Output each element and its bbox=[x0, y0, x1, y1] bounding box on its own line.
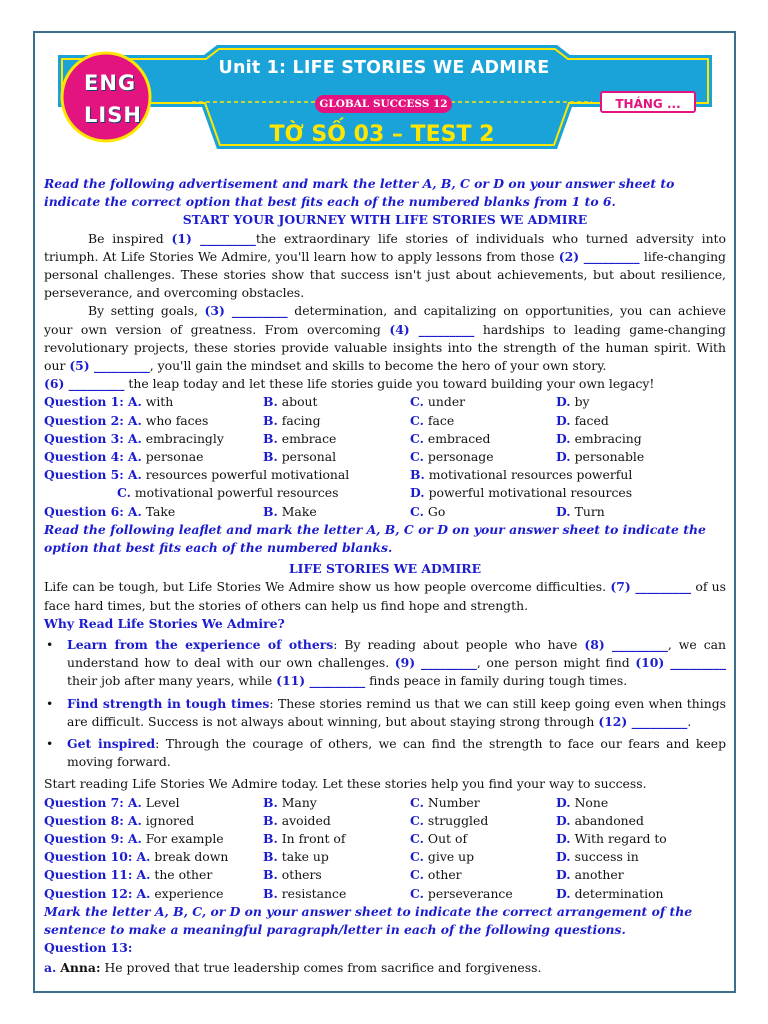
option-a[interactable]: resources powerful motivational bbox=[145, 467, 350, 483]
option-c[interactable]: give up bbox=[427, 849, 474, 865]
option-d[interactable]: embracing bbox=[574, 430, 642, 446]
option-b[interactable]: motivational resources powerful bbox=[428, 467, 633, 483]
option-b[interactable]: Many bbox=[281, 794, 317, 810]
text: Be inspired bbox=[88, 230, 172, 246]
option-letter: C. bbox=[117, 485, 131, 501]
option-letter: B. bbox=[263, 412, 278, 428]
option-b[interactable]: resistance bbox=[281, 885, 347, 901]
question-row bbox=[44, 503, 726, 521]
option-letter: C. bbox=[410, 794, 424, 810]
option-a[interactable]: break down bbox=[154, 849, 229, 865]
leaflet-bullet-3 bbox=[44, 735, 726, 771]
text: . bbox=[687, 713, 692, 729]
option-a[interactable]: embracingly bbox=[145, 430, 224, 446]
option-c[interactable]: embraced bbox=[427, 430, 491, 446]
option-d[interactable]: personable bbox=[574, 449, 645, 464]
option-c[interactable]: under bbox=[427, 394, 466, 410]
option-letter: D. bbox=[556, 849, 571, 865]
option-letter: A. bbox=[127, 794, 142, 810]
passage1-paragraph1 bbox=[44, 230, 726, 303]
question-label: Question 4: bbox=[44, 449, 124, 464]
passage1-paragraph2 bbox=[44, 302, 726, 375]
option-b[interactable]: Make bbox=[281, 503, 317, 519]
option-letter: C. bbox=[410, 867, 424, 883]
blank-10: (10) _________ bbox=[635, 655, 727, 671]
option-letter: D. bbox=[556, 794, 571, 810]
question-row bbox=[44, 794, 726, 812]
content bbox=[44, 175, 726, 978]
option-d[interactable]: With regard to bbox=[574, 830, 667, 846]
option-letter: D. bbox=[556, 830, 571, 846]
option-a[interactable]: For example bbox=[145, 830, 224, 846]
option-b[interactable]: avoided bbox=[281, 812, 331, 828]
option-letter: C. bbox=[410, 412, 424, 428]
option-letter: A. bbox=[127, 503, 142, 519]
option-letter: A. bbox=[136, 849, 151, 865]
leaflet-bullet-1 bbox=[44, 636, 726, 691]
question-label: Question 9: bbox=[44, 830, 124, 846]
question-row bbox=[44, 393, 726, 411]
text: determination, and capitalizing on opportunities, you can achieve your own version of greatness. From overcoming bbox=[44, 303, 726, 337]
option-a[interactable]: who faces bbox=[145, 412, 209, 428]
section2-title: LIFE STORIES WE ADMIRE bbox=[288, 561, 482, 577]
line-text: He proved that true leadership comes from sacrifice and forgiveness. bbox=[100, 960, 542, 976]
option-a[interactable]: Take bbox=[145, 503, 176, 519]
text: : By reading about people who have bbox=[333, 636, 585, 652]
option-b[interactable]: about bbox=[281, 394, 318, 410]
question-label: Question 8: bbox=[44, 812, 124, 828]
month-badge: THÁNG ... bbox=[600, 91, 696, 113]
question-label: Question 7: bbox=[44, 794, 124, 810]
question-row bbox=[44, 430, 726, 448]
option-d[interactable]: faced bbox=[574, 412, 609, 428]
text: the extraordinary life stories of individuals who turned adversity into triumph. At Life Stories We Admire, you'll learn how to apply lessons from those bbox=[44, 230, 726, 264]
blank-12: (12) _________ bbox=[598, 713, 688, 729]
option-letter: B. bbox=[263, 503, 278, 519]
sheet-title: TỜ SỐ 03 – TEST 2 bbox=[269, 122, 495, 147]
option-a[interactable]: experience bbox=[154, 885, 224, 901]
option-d[interactable]: abandoned bbox=[574, 812, 644, 828]
option-letter: C. bbox=[410, 812, 424, 828]
blank-8: (8) _________ bbox=[584, 636, 668, 652]
option-c[interactable]: personage bbox=[427, 449, 494, 464]
option-c[interactable]: Out of bbox=[427, 830, 468, 846]
question-label: Question 10: bbox=[44, 849, 133, 865]
option-letter: C. bbox=[410, 430, 424, 446]
text: the leap today and let these life stories guide you toward building your own legacy! bbox=[124, 376, 655, 392]
blank-6: (6) _________ bbox=[44, 376, 125, 392]
option-d[interactable]: powerful motivational resources bbox=[428, 485, 633, 501]
option-b[interactable]: take up bbox=[281, 849, 329, 865]
option-letter: A. bbox=[127, 812, 142, 828]
option-letter: B. bbox=[263, 394, 278, 410]
option-letter: C. bbox=[410, 503, 424, 519]
option-d[interactable]: by bbox=[574, 394, 590, 410]
option-a[interactable]: ignored bbox=[145, 812, 195, 828]
option-letter: B. bbox=[263, 794, 278, 810]
bullet-heading: Learn from the experience of others bbox=[67, 636, 334, 652]
option-c[interactable]: Go bbox=[427, 503, 446, 519]
question-row bbox=[44, 866, 726, 884]
option-c[interactable]: Number bbox=[427, 794, 480, 810]
blank-3: (3) _________ bbox=[204, 303, 288, 319]
option-letter: D. bbox=[556, 503, 571, 519]
logo-lish: LISH bbox=[84, 103, 142, 127]
leaflet-closing: Start reading Life Stories We Admire today. Let these stories help you find your way to success. bbox=[44, 776, 647, 792]
option-letter: D. bbox=[556, 394, 571, 410]
question-label: Question 5: bbox=[44, 467, 124, 483]
option-letter: D. bbox=[556, 412, 571, 428]
option-c[interactable]: other bbox=[427, 867, 462, 883]
blank-7: (7) _________ bbox=[610, 579, 692, 595]
section1-instruction: Read the following advertisement and mark the letter A, B, C or D on your answer sheet to indicate the correct option that best fits each of the numbered blanks from 1 to 6. bbox=[44, 176, 675, 210]
question-row bbox=[44, 412, 726, 430]
question-row bbox=[44, 848, 726, 866]
option-letter: A. bbox=[127, 412, 142, 428]
text: By setting goals, bbox=[88, 303, 205, 319]
speaker-name: Anna: bbox=[60, 960, 101, 976]
text: of us face hard times, but the stories of others can help us find hope and strength. bbox=[44, 579, 727, 613]
passage1-paragraph3 bbox=[44, 375, 726, 393]
question-label: Question 1: bbox=[44, 394, 124, 410]
option-c[interactable]: face bbox=[427, 412, 455, 428]
text: : These stories remind us that we can still keep going even when things are difficult. Success is not always about winning, but about staying strong through bbox=[67, 695, 726, 729]
option-letter: B. bbox=[263, 867, 278, 883]
option-letter: C. bbox=[410, 830, 424, 846]
bullet-dot: • bbox=[46, 735, 54, 751]
text: hardships to leading game-changing revolutionary projects, these stories provide valuable insights into the strength of the human spirit. With our bbox=[44, 321, 726, 374]
option-letter: D. bbox=[556, 449, 571, 464]
section3-instruction: Mark the letter A, B, C, or D on your answer sheet to indicate the correct arrangement of the sentence to make a meaningful paragraph/letter in each of the following questions. bbox=[44, 903, 693, 937]
option-letter: A. bbox=[136, 885, 151, 901]
option-a[interactable]: with bbox=[145, 394, 174, 410]
option-d[interactable]: None bbox=[574, 794, 609, 810]
text: , you'll gain the mindset and skills to become the hero of your own story. bbox=[149, 358, 607, 374]
option-letter: D. bbox=[556, 885, 571, 901]
question-row bbox=[44, 885, 726, 903]
option-letter: A. bbox=[127, 430, 142, 446]
option-letter: B. bbox=[263, 430, 278, 446]
option-a[interactable]: Level bbox=[145, 794, 180, 810]
option-c[interactable]: motivational powerful resources bbox=[134, 485, 339, 501]
option-b[interactable]: others bbox=[281, 867, 322, 883]
logo-eng: ENG bbox=[84, 71, 137, 95]
option-b[interactable]: In front of bbox=[281, 830, 346, 846]
arrangement-line-a bbox=[44, 959, 726, 977]
blank-4: (4) _________ bbox=[389, 321, 475, 337]
option-d[interactable]: success in bbox=[574, 849, 639, 865]
text: their job after many years, while bbox=[67, 673, 277, 689]
option-b[interactable]: personal bbox=[281, 449, 337, 464]
section2-instruction: Read the following leaflet and mark the letter A, B, C or D on your answer sheet to indicate the option that best fits each of the numbered blanks. bbox=[44, 521, 706, 555]
question-label: Question 3: bbox=[44, 430, 124, 446]
option-b[interactable]: embrace bbox=[281, 430, 337, 446]
bullet-dot: • bbox=[46, 695, 54, 711]
question-row bbox=[44, 812, 726, 830]
blank-11: (11) _________ bbox=[276, 673, 366, 689]
option-c[interactable]: struggled bbox=[427, 812, 489, 828]
option-letter: D. bbox=[556, 812, 571, 828]
blank-1: (1) _________ bbox=[171, 230, 256, 246]
option-a[interactable]: the other bbox=[154, 867, 213, 883]
leaflet-subheading: Why Read Life Stories We Admire? bbox=[44, 615, 285, 631]
text: , one person might find bbox=[476, 655, 636, 671]
text: life-changing personal challenges. These stories show that success isn't just about achievements, but about resilience, perseverance, and overcoming obstacles. bbox=[44, 248, 726, 301]
option-letter: D. bbox=[556, 430, 571, 446]
option-letter: B. bbox=[263, 885, 278, 901]
option-letter: A. bbox=[136, 867, 151, 883]
option-letter: B. bbox=[263, 449, 278, 464]
leaflet-bullet-2 bbox=[44, 695, 726, 731]
text: Life can be tough, but Life Stories We Admire show us how people overcome difficulties. bbox=[44, 579, 611, 595]
text: , we can understand how to deal with our own challenges. bbox=[67, 636, 726, 671]
leaflet-intro bbox=[44, 578, 726, 614]
option-letter: B. bbox=[263, 849, 278, 865]
option-a[interactable]: personae bbox=[145, 449, 204, 464]
option-d[interactable]: Turn bbox=[574, 503, 605, 519]
blank-2: (2) _________ bbox=[558, 248, 640, 264]
bullet-heading: Find strength in tough times bbox=[67, 695, 270, 711]
blank-5: (5) _________ bbox=[69, 358, 150, 374]
global-success-badge: GLOBAL SUCCESS 12 bbox=[315, 95, 452, 113]
line-letter: a. bbox=[44, 960, 57, 976]
section1-title: START YOUR JOURNEY WITH LIFE STORIES WE ADMIRE bbox=[182, 212, 588, 228]
question-label: Question 11: bbox=[44, 867, 133, 883]
question-row bbox=[44, 830, 726, 848]
text: : Through the courage of others, we can find the strength to face our fears and keep moving forward. bbox=[67, 735, 726, 770]
option-letter: D. bbox=[556, 867, 571, 883]
question-row bbox=[44, 466, 726, 484]
unit-title: Unit 1: LIFE STORIES WE ADMIRE bbox=[218, 58, 550, 78]
option-letter: C. bbox=[410, 449, 424, 464]
bullet-dot: • bbox=[46, 636, 54, 652]
option-letter: B. bbox=[410, 467, 425, 483]
option-letter: C. bbox=[410, 885, 424, 901]
question-row bbox=[44, 448, 726, 466]
option-c[interactable]: perseverance bbox=[427, 885, 513, 901]
option-letter: A. bbox=[127, 394, 142, 410]
option-d[interactable]: another bbox=[574, 867, 624, 883]
bullet-heading: Get inspired bbox=[67, 735, 156, 751]
option-letter: C. bbox=[410, 849, 424, 865]
text: finds peace in family during tough times. bbox=[365, 673, 628, 689]
option-d[interactable]: determination bbox=[574, 885, 664, 901]
question-label: Question 6: bbox=[44, 503, 124, 519]
question-label: Question 2: bbox=[44, 412, 124, 428]
option-letter: D. bbox=[410, 485, 425, 501]
question-13-label: Question 13: bbox=[44, 940, 133, 956]
option-letter: C. bbox=[410, 394, 424, 410]
option-letter: B. bbox=[263, 812, 278, 828]
question-row-cont bbox=[44, 484, 726, 502]
question-label: Question 12: bbox=[44, 885, 133, 901]
option-letter: A. bbox=[127, 830, 142, 846]
option-letter: A. bbox=[127, 449, 142, 464]
header-banner bbox=[52, 45, 718, 155]
option-letter: B. bbox=[263, 830, 278, 846]
option-letter: A. bbox=[127, 467, 142, 483]
option-b[interactable]: facing bbox=[281, 412, 321, 428]
blank-9: (9) _________ bbox=[394, 655, 477, 671]
